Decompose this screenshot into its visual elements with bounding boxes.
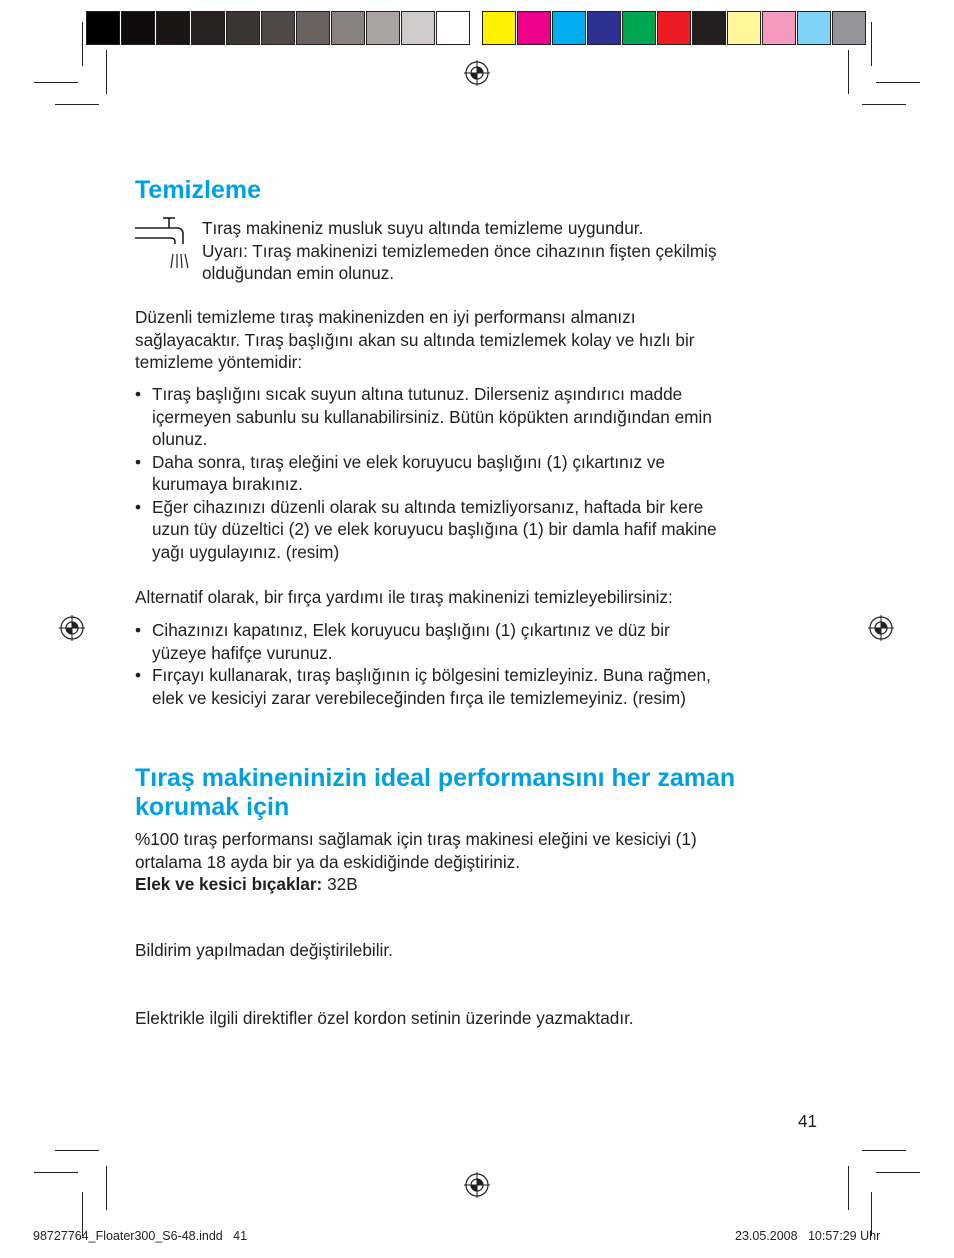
performance-paragraph: %100 tıraş performansı sağlamak için tıraş makinesi eleğini ve kesiciyi (1) ortalama 18 ayda bir ya da eskidiğinde değiştiriniz. Elek ve kesici bıçaklar: 32B (135, 829, 697, 894)
section-title-cleaning: Temizleme (135, 176, 261, 204)
color-swatch (226, 11, 260, 45)
color-swatch (797, 11, 831, 45)
registration-mark-icon (464, 1172, 490, 1198)
crop-mark (862, 104, 906, 105)
color-swatch (366, 11, 400, 45)
list-item: • Eğer cihazınızı düzenli olarak su altında temizliyorsanız, haftada bir kere uzun tüy düzeltici (2) ve elek koruyucu başlığına (1) bir damla hafif makine yağı uygulayınız. (resim) (135, 496, 825, 564)
color-swatch (727, 11, 761, 45)
registration-mark-icon (464, 60, 490, 86)
page-number: 41 (798, 1111, 818, 1131)
electrical-text: Elektrikle ilgili direktifler özel kordon setinin üzerinde yazmaktadır. (135, 1008, 634, 1028)
color-swatch (331, 11, 365, 45)
footer-datetime: 23.05.2008 10:57:29 Uhr (735, 1229, 881, 1243)
color-swatch (832, 11, 866, 45)
color-calibration-bar (482, 11, 867, 47)
color-swatch (692, 11, 726, 45)
crop-mark (848, 1166, 849, 1210)
notice-text: Bildirim yapılmadan değiştirilebilir. (135, 940, 393, 960)
color-swatch (587, 11, 621, 45)
list-item: • Fırçayı kullanarak, tıraş başlığının iç bölgesini temizleyiniz. Buna rağmen, elek ve kesiciyi zarar verebileceğinden fırça ile temizlemeyiniz. (resim) (135, 664, 825, 709)
crop-mark (82, 22, 83, 66)
color-swatch (482, 11, 516, 45)
color-swatch (552, 11, 586, 45)
crop-mark (848, 50, 849, 94)
list-item: • Daha sonra, tıraş eleğini ve elek koruyucu başlığını (1) çıkartınız ve kurumaya bırakınız. (135, 451, 825, 496)
crop-mark (862, 1150, 906, 1151)
parts-value: 32B (322, 874, 358, 894)
cleaning-steps-list (135, 383, 825, 563)
color-swatch (191, 11, 225, 45)
registration-mark-icon (868, 615, 894, 641)
color-swatch (296, 11, 330, 45)
crop-mark (34, 82, 78, 83)
crop-mark (34, 1172, 78, 1173)
color-swatch (261, 11, 295, 45)
intro-paragraph: Düzenli temizleme tıraş makinenizden en iyi performansı almanızı sağlayacaktır. Tıraş başlığını akan su altında temizlemek kolay ve hızlı bir temizleme yöntemidir: (135, 307, 695, 372)
color-swatch (401, 11, 435, 45)
tap-water-icon (133, 214, 189, 274)
crop-mark (871, 22, 872, 66)
alternative-paragraph: Alternatif olarak, bir fırça yardımı ile tıraş makinenizi temizleyebilirsiniz: (135, 587, 673, 607)
color-swatch (762, 11, 796, 45)
grayscale-calibration-bar (86, 11, 471, 47)
list-item: • Cihazınızı kapatınız, Elek koruyucu başlığını (1) çıkartınız ve düz bir yüzeye hafifçe vurunuz. (135, 619, 825, 664)
color-swatch (121, 11, 155, 45)
crop-mark (876, 82, 920, 83)
color-swatch (622, 11, 656, 45)
crop-mark (55, 104, 99, 105)
footer-file-info: 98727764_Floater300_S6-48.indd 41 (33, 1229, 248, 1243)
color-swatch (436, 11, 470, 45)
color-swatch (86, 11, 120, 45)
crop-mark (106, 50, 107, 94)
color-swatch (517, 11, 551, 45)
section-title-performance: Tıraş makineninizin ideal performansını her zaman korumak için (135, 764, 736, 821)
parts-label: Elek ve kesici bıçaklar: (135, 874, 323, 894)
list-item: • Tıraş başlığını sıcak suyun altına tutunuz. Dilerseniz aşındırıcı madde içermeyen sabunlu su kullanabilirsiniz. Bütün köpükten arındığından emin olunuz. (135, 383, 825, 451)
registration-mark-icon (59, 615, 85, 641)
color-swatch (657, 11, 691, 45)
crop-mark (55, 1150, 99, 1151)
color-swatch (156, 11, 190, 45)
warning-text: Tıraş makineniz musluk suyu altında temizleme uygundur. Uyarı: Tıraş makinenizi temizlemeden önce cihazının fişten çekilmiş olduğundan emin olunuz. (202, 218, 717, 283)
brush-steps-list (135, 619, 825, 709)
crop-mark (106, 1166, 107, 1210)
crop-mark (876, 1172, 920, 1173)
